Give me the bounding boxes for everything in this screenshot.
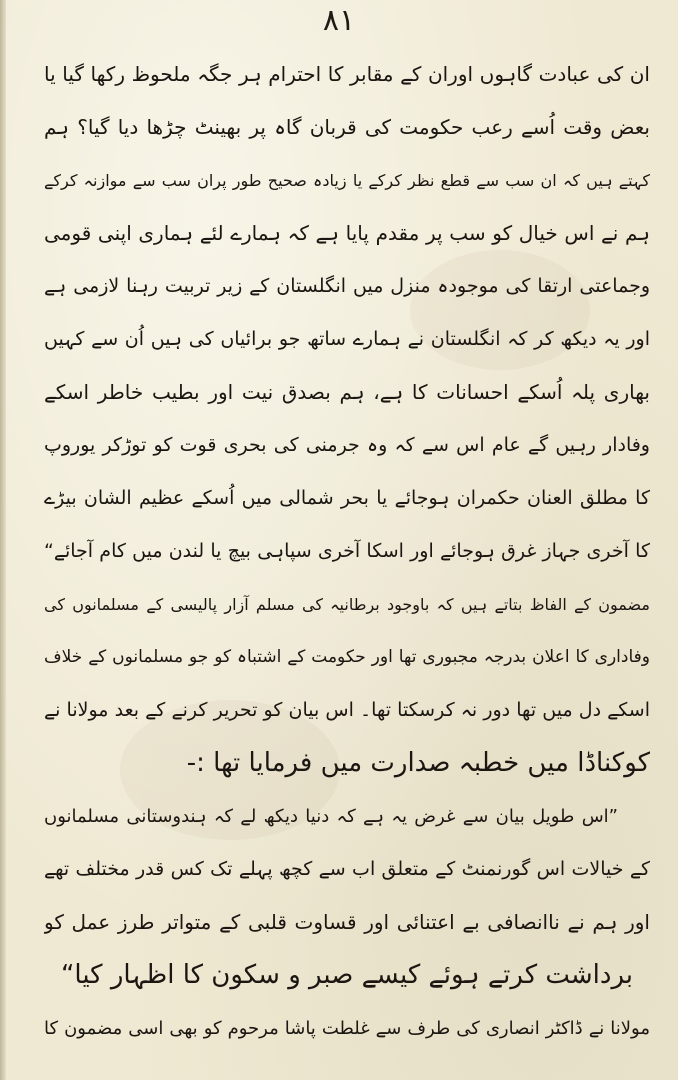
page-binding-edge: [0, 0, 6, 1080]
text-line: اور یہ دیکھ کر کہ انگلستان نے ہمارے ساتھ جو برائیاں کی ہیں اُن سے کہیں: [44, 328, 650, 350]
text-line: بعض وقت اُسے رعب حکومت کی قربان گاہ پر بھینٹ چڑھا دیا گیا؟ ہم: [44, 115, 650, 139]
page-number: ۸۱: [322, 3, 356, 38]
text-line: اسکے دل میں تھا دور نہ کرسکتا تھا۔ اس بیان کو تحریر کرنے کے بعد مولانا نے: [44, 699, 650, 721]
text-line: کا آخری جہاز غرق ہوجائے اور اسکا آخری سپاہی بیچ یا لندن میں کام آجائے“: [44, 540, 650, 562]
text-line: مولانا نے ڈاکٹر انصاری کی طرف سے غلطت پاشا مرحوم کو بھی اسی مضمون کا: [44, 1018, 650, 1039]
text-line: ہم نے اس خیال کو سب پر مقدم پایا ہے کہ ہمارے لئے ہماری اپنی قومی: [44, 221, 650, 245]
text-line: وفاداری کا اعلان بدرجہ مجبوری تھا اور حکومت کے اشتباہ کو جو مسلمانوں کے خلاف: [44, 647, 650, 667]
text-line-quote: برداشت کرتے ہوئے کیسے صبر و سکون کا اظہار کیا“: [60, 960, 634, 990]
text-line: مضمون کے الفاظ بتاتے ہیں کہ باوجود برطانیہ کی مسلم آزار پالیسی کے مسلمانوں کی: [44, 595, 650, 614]
text-line: بھاری پلہ اُسکے احسانات کا ہے، ہم بصدق نیت اور بطیب خاطر اسکے: [44, 380, 650, 404]
text-line: وفادار رہیں گے عام اس سے کہ وہ جرمنی کی بحری قوت کو توڑکر یوروپ: [44, 434, 650, 456]
text-line: ان کی عبادت گاہوں اوران کے مقابر کا احترام ہر جگہ ملحوظ رکھا گیا یا: [44, 62, 650, 86]
text-line-quote: کے خیالات اس گورنمنٹ کے متعلق اب سے کچھ پہلے تک کس قدر مختلف تھے: [44, 858, 650, 880]
text-line-quote: اور ہم نے ناانصافی بے اعتنائی اور قساوت قلبی کے متواتر طرز عمل کو: [44, 910, 650, 934]
text-line-quote: ”اس طویل بیان سے غرض یہ ہے کہ دنیا دیکھ لے کہ ہندوستانی مسلمانوں: [44, 806, 618, 827]
text-line: کا مطلق العنان حکمران ہوجائے یا بحر شمالی میں اُسکے عظیم الشان بیڑے: [44, 487, 650, 509]
text-line: کوکناڈا میں خطبہ صدارت میں فرمایا تھا :-: [186, 748, 650, 778]
urdu-text-body: [44, 48, 650, 1055]
text-line: کہتے ہیں کہ ان سب سے قطع نظر کرکے یا زیادہ صحیح طور پران سب سے موازنہ کرکے: [44, 171, 650, 190]
text-line: وجماعتی ارتقا کی موجودہ منزل میں انگلستان کے زیر تربیت رہنا لازمی ہے: [44, 275, 650, 297]
